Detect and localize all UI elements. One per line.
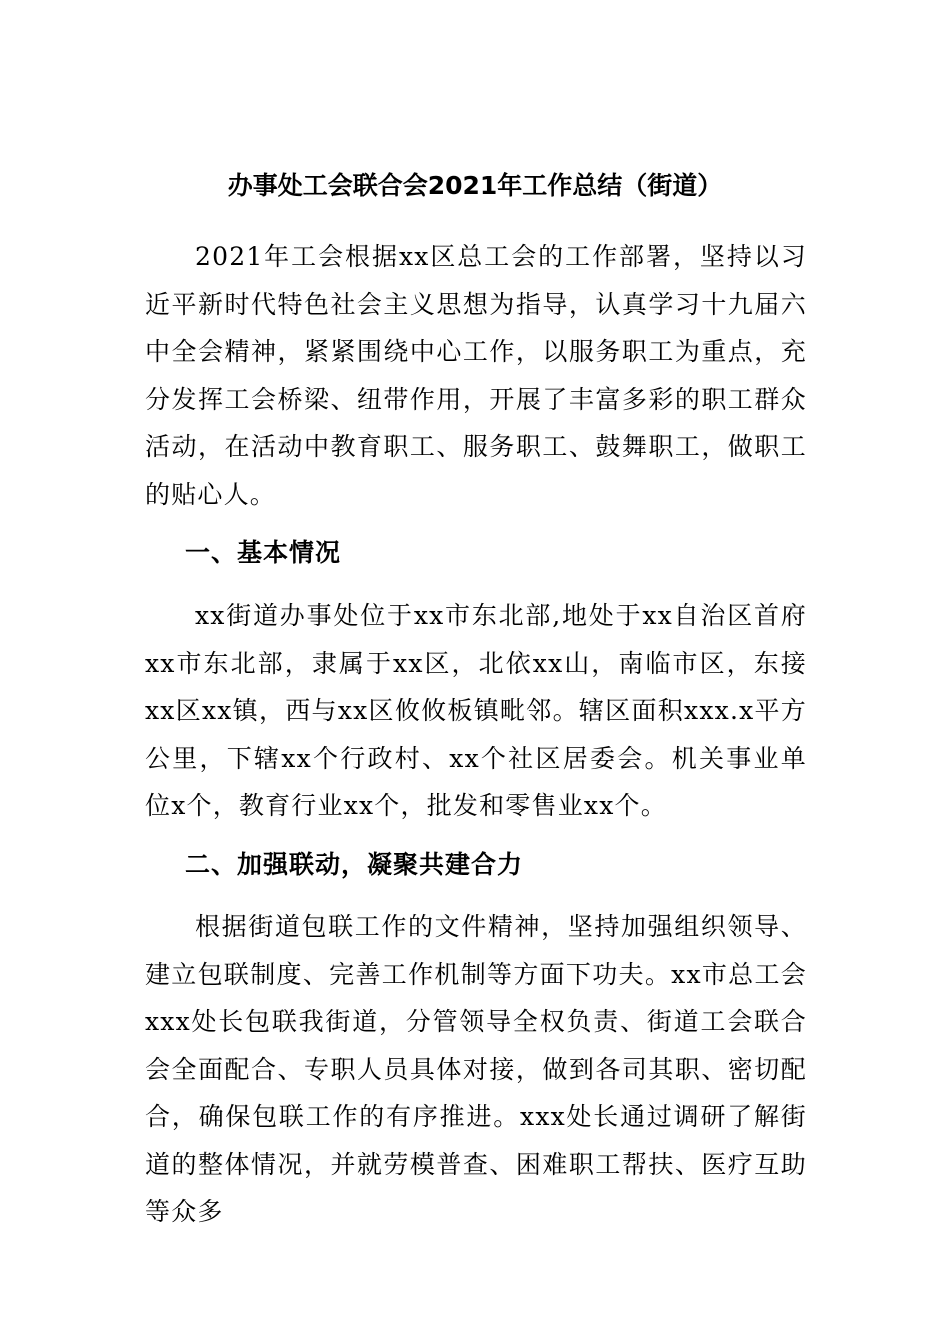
document-title: 办事处工会联合会2021年工作总结（街道） [227,171,723,200]
basic-situation-section [145,529,807,577]
section-heading-linkage: 二、加强联动，凝聚共建合力 [185,850,524,879]
basic-situation-paragraph: xx街道办事处位于xx市东北部,地处于xx自治区首府xx市东北部，隶属于xx区，北依xx山，南临市区，东接xx区xx镇，西与xx区攸攸板镇毗邻。辖区面积xxx.x平方公里，下辖xx个行政村、xx个社区居委会。机关事业单位x个，教育行业xx个，批发和零售业xx个。 [145,601,807,820]
section-heading-basic-situation: 一、基本情况 [185,538,342,567]
intro-paragraph: 2021年工会根据xx区总工会的工作部署，坚持以习近平新时代特色社会主义思想为指导，认真学习十九届六中全会精神，紧紧围绕中心工作，以服务职工为重点，充分发挥工会桥梁、纽带作用，开展了丰富多彩的职工群众活动，在活动中教育职工、服务职工、鼓舞职工，做职工的贴心人。 [145,242,807,509]
intro-section [145,233,807,518]
basic-situation-body [145,592,807,830]
linkage-paragraph: 根据街道包联工作的文件精神，坚持加强组织领导、建立包联制度、完善工作机制等方面下功夫。xx市总工会xxx处长包联我街道，分管领导全权负责、街道工会联合会全面配合、专职人员具体对接，做到各司其职、密切配合，确保包联工作的有序推进。xxx处长通过调研了解街道的整体情况，并就劳模普查、困难职工帮扶、医疗互助等众多 [145,912,807,1226]
linkage-body [145,903,807,1236]
linkage-section [145,841,807,889]
